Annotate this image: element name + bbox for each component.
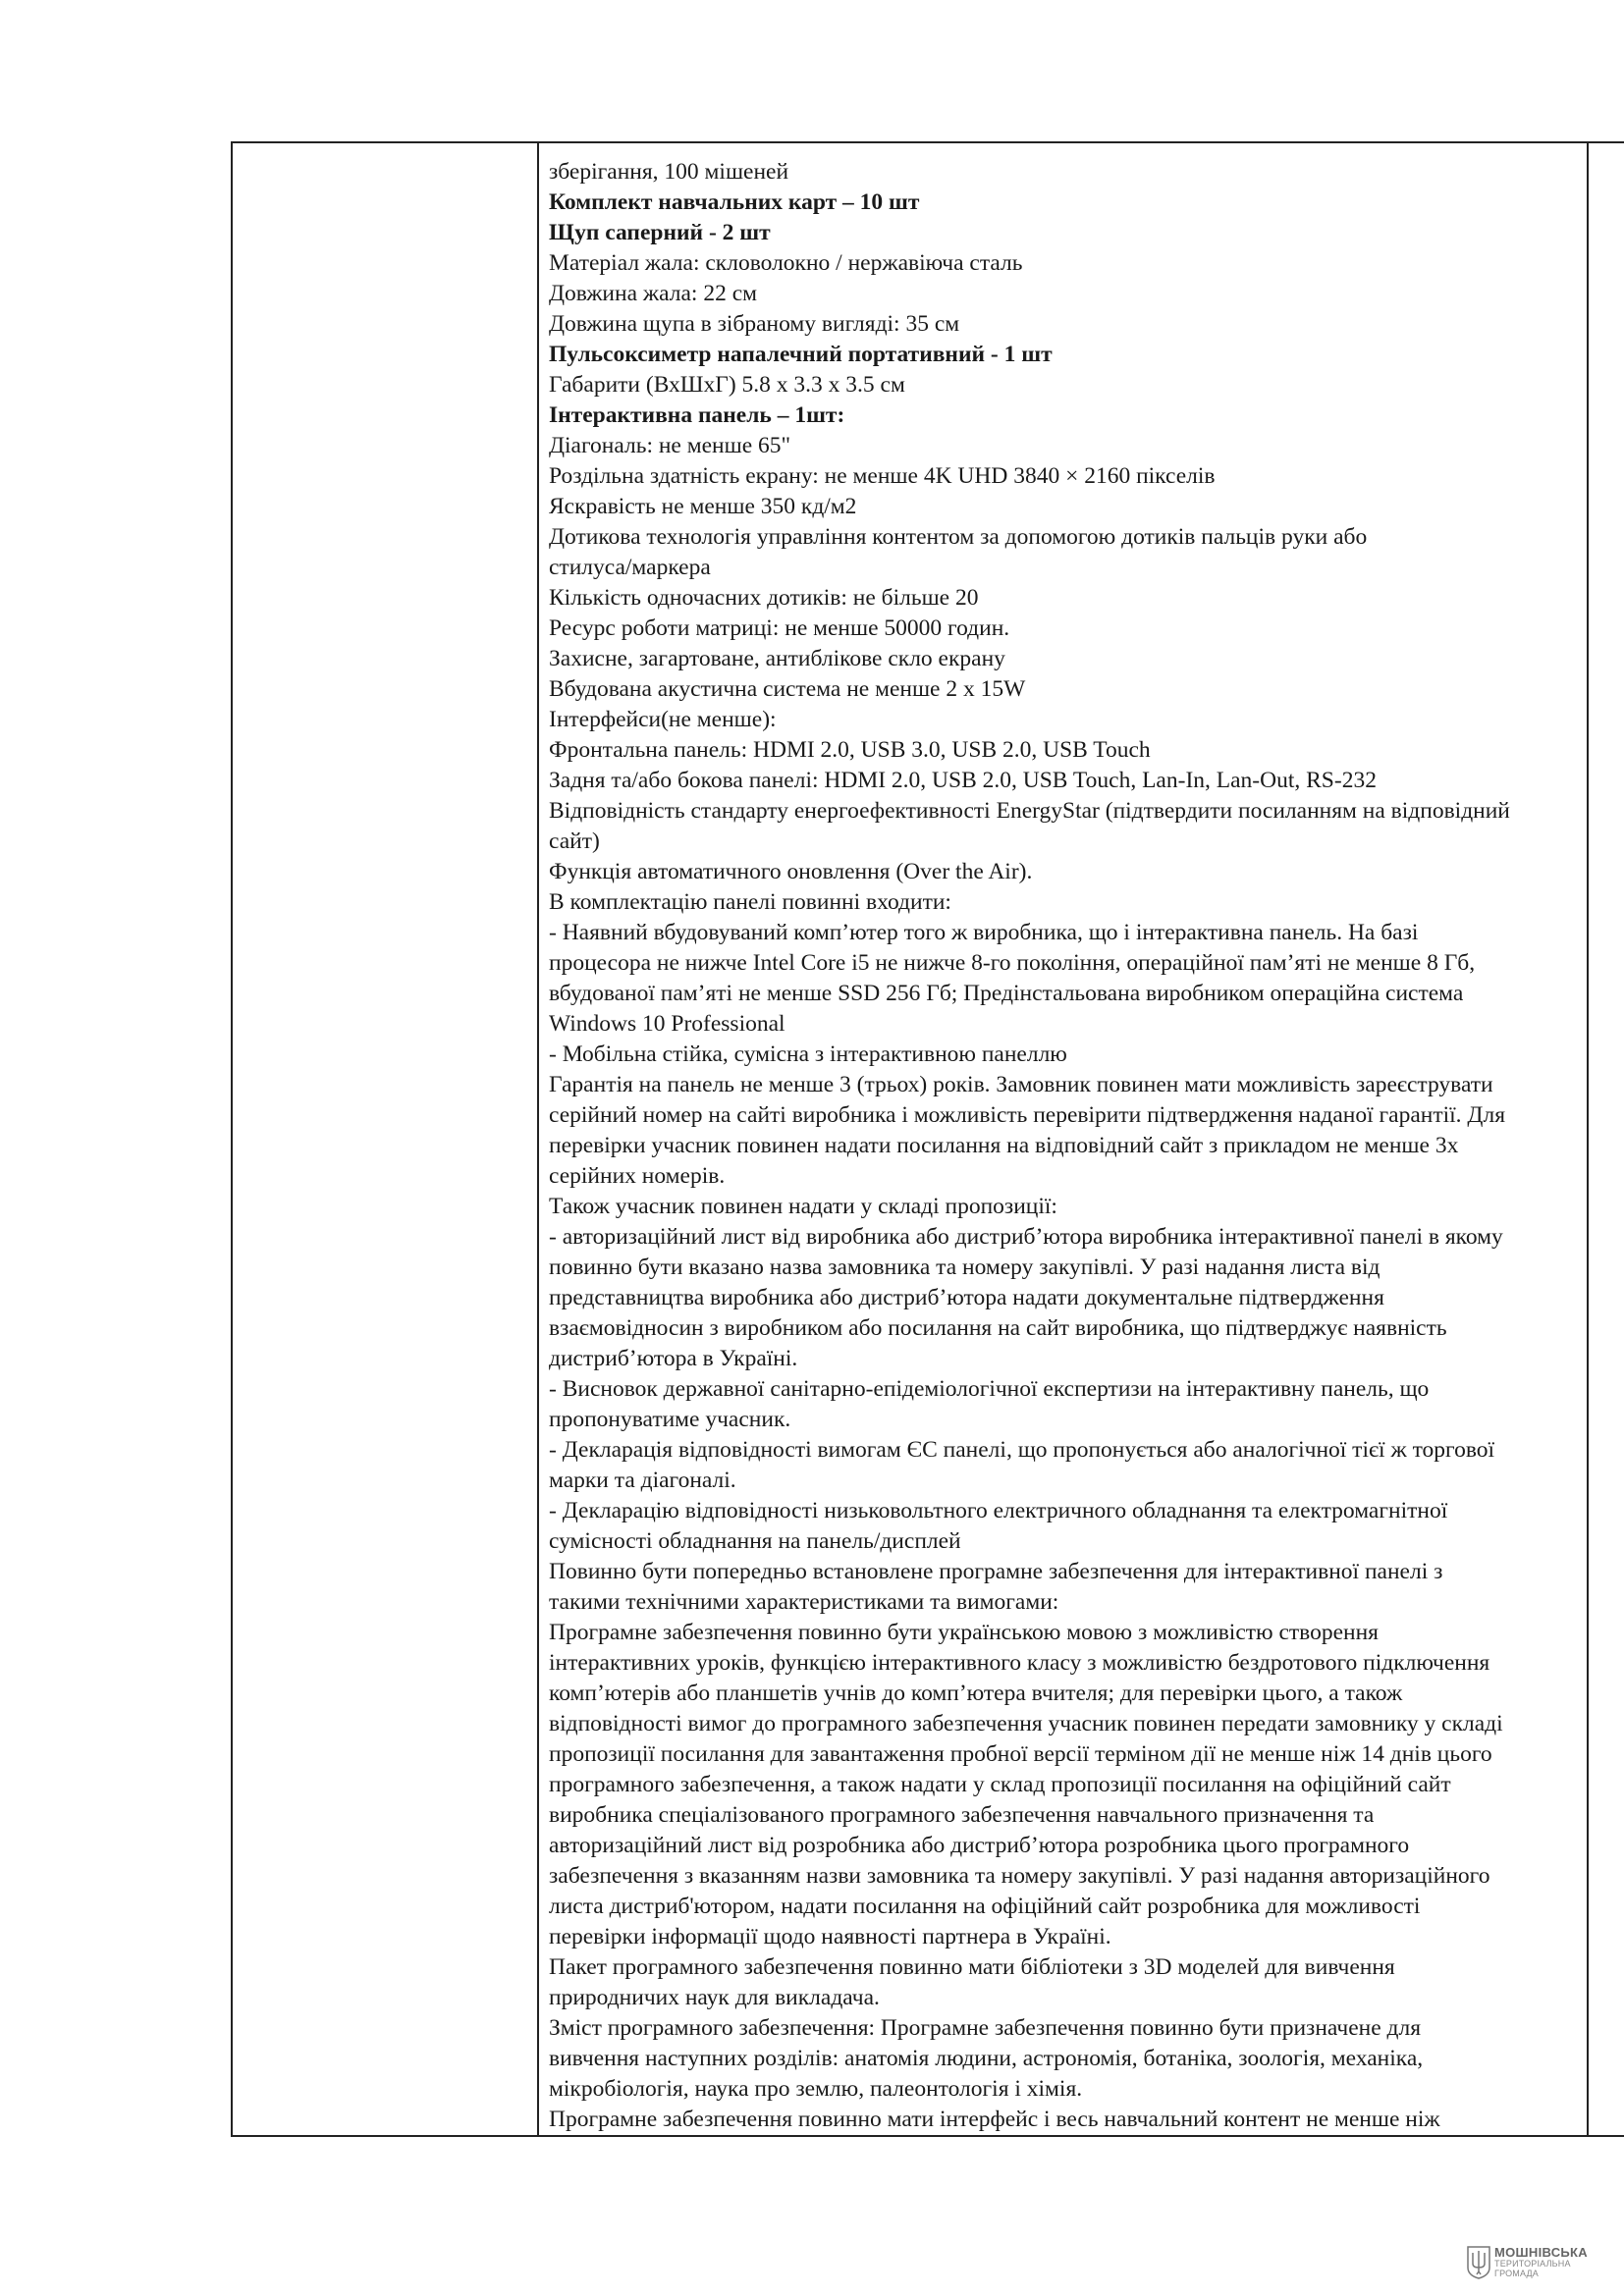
spec-text-line: Задня та/або бокова панелі: HDMI 2.0, USB 2.0, USB Touch, Lan-In, Lan-Out, RS-232	[549, 768, 1377, 793]
spec-text-line: вбудованої пам’яті не менше SSD 256 Гб; Предінстальована виробником операційна система	[549, 981, 1464, 1006]
spec-text-line: Зміст програмного забезпечення: Програмне забезпечення повинно бути призначене для	[549, 2015, 1422, 2041]
spec-text-line: Функція автоматичного оновлення (Over the Air).	[549, 859, 1033, 884]
spec-heading-line: Щуп саперний - 2 шт	[549, 220, 771, 245]
spec-text-line: повинно бути вказано назва замовника та номеру закупівлі. У разі надання листа від	[549, 1255, 1380, 1280]
spec-text-line: Ресурс роботи матриці: не менше 50000 годин.	[549, 615, 1010, 641]
spec-text-line: Кількість одночасних дотиків: не більше 20	[549, 585, 979, 611]
spec-text-line: Габарити (ВхШхГ) 5.8 x 3.3 x 3.5 см	[549, 372, 905, 398]
spec-text-line: Windows 10 Professional	[549, 1011, 785, 1037]
spec-text-line: представництва виробника або дистриб’ютора надати документальне підтвердження	[549, 1285, 1384, 1310]
spec-text-line: авторизаційний лист від розробника або дистриб’ютора розробника цього програмного	[549, 1833, 1410, 1858]
spec-text-line: Довжина щупа в зібраному вигляді: 35 см	[549, 311, 960, 337]
spec-text-line: процесора не нижче Intel Core i5 не нижче 8-го покоління, операційної пам’яті не менше 8 Гб,	[549, 950, 1476, 976]
spec-text-line: перевірки інформації щодо наявності партнера в Україні.	[549, 1924, 1111, 1949]
spec-text-line: - Наявний вбудовуваний комп’ютер того ж виробника, що і інтерактивна панель. На базі	[549, 920, 1419, 945]
spec-text-line: Пакет програмного забезпечення повинно мати бібліотеки з 3D моделей для вивчення	[549, 1954, 1395, 1980]
spec-text-line: Дотикова технологія управління контентом за допомогою дотиків пальців руки або	[549, 524, 1368, 550]
table-cell-empty-left	[232, 142, 538, 2136]
spec-text-line: природничих наук для викладача.	[549, 1985, 880, 2010]
spec-text-line: листа дистриб'ютором, надати посилання на офіційний сайт розробника для можливості	[549, 1894, 1421, 1919]
spec-text-line: - авторизаційний лист від виробника або дистриб’ютора виробника інтерактивної панелі в якому	[549, 1224, 1503, 1250]
spec-text-line: - Висновок державної санітарно-епідеміологічної експертизи на інтерактивну панель, що	[549, 1376, 1430, 1402]
spec-text-line: інтерактивних уроків, функцією інтерактивного класу з можливістю бездротового підключення	[549, 1650, 1490, 1676]
spec-text-line: Повинно бути попередньо встановлене програмне забезпечення для інтерактивної панелі з	[549, 1559, 1443, 1584]
spec-text-line: Діагональ: не менше 65"	[549, 433, 791, 458]
spec-text-line: Захисне, загартоване, антиблікове скло екрану	[549, 646, 1005, 671]
spec-heading-line: Комплект навчальних карт – 10 шт	[549, 189, 920, 215]
spec-text-line: комп’ютерів або планшетів учнів до комп’ютера вчителя; для перевірки цього, а також	[549, 1681, 1403, 1706]
spec-text-line: марки та діагоналі.	[549, 1468, 736, 1493]
spec-text-line: програмного забезпечення, а також надати у склад пропозиції посилання на офіційний сайт	[549, 1772, 1451, 1797]
table-row	[232, 142, 1624, 2136]
spec-text-line: дистриб’ютора в Україні.	[549, 1346, 798, 1371]
logo-subtitle-2: ГРОМАДА	[1494, 2269, 1539, 2278]
spec-text-line: Програмне забезпечення повинно бути українською мовою з можливістю створення	[549, 1620, 1379, 1645]
spec-text-line: Гарантія на панель не менше 3 (трьох) років. Замовник повинен мати можливість зареєструвати	[549, 1072, 1493, 1097]
spec-text-line: Вбудована акустична система не менше 2 x 15W	[549, 676, 1026, 702]
spec-text-line: вивчення наступних розділів: анатомія людини, астрономія, ботаніка, зоологія, механіка,	[549, 2046, 1424, 2071]
spec-heading-line: Інтерактивна панель – 1шт:	[549, 402, 845, 428]
spec-text-line: відповідності вимог до програмного забезпечення учасник повинен передати замовнику у складі	[549, 1711, 1503, 1736]
spec-text-block	[539, 143, 1587, 2135]
spec-text-line: сайт)	[549, 828, 600, 854]
spec-text-line: виробника спеціалізованого програмного забезпечення навчального призначення та	[549, 1802, 1375, 1828]
spec-text-line: Яскравість не менше 350 кд/м2	[549, 494, 857, 519]
spec-text-line: мікробіологія, наука про землю, палеонтологія і хімія.	[549, 2076, 1083, 2102]
table-cell-specs	[538, 142, 1588, 2136]
logo-subtitle-1: ТЕРИТОРІАЛЬНА	[1494, 2259, 1571, 2269]
spec-text-line: Фронтальна панель: HDMI 2.0, USB 3.0, USB 2.0, USB Touch	[549, 737, 1151, 763]
spec-text-line: - Мобільна стійка, сумісна з інтерактивною панеллю	[549, 1041, 1067, 1067]
spec-text-line: серійних номерів.	[549, 1163, 726, 1189]
spec-heading-line: Пульсоксиметр напалечний портативний - 1 шт	[549, 342, 1053, 367]
spec-text-line: Інтерфейси(не менше):	[549, 707, 777, 732]
trident-emblem-icon	[1467, 2246, 1490, 2279]
footer-logo	[1467, 2246, 1588, 2279]
spec-text-line: - Декларацію відповідності низьковольтного електричного обладнання та електромагнітної	[549, 1498, 1448, 1523]
spec-text-line: Матеріал жала: скловолокно / нержавіюча сталь	[549, 250, 1023, 276]
spec-text-line: перевірки учасник повинен надати посилання на відповідний сайт з прикладом не менше 3х	[549, 1133, 1459, 1158]
spec-text-line: Відповідність стандарту енергоефективності EnergyStar (підтвердити посиланням на відповідний	[549, 798, 1510, 824]
spec-text-line: Програмне забезпечення повинно мати інтерфейс і весь навчальний контент не менше ніж	[549, 2107, 1440, 2132]
spec-text-line: взаємовідносин з виробником або посилання на сайт виробника, що підтверджує наявність	[549, 1315, 1447, 1341]
spec-text-line: Роздільна здатність екрану: не менше 4K UHD 3840 × 2160 пікселів	[549, 463, 1216, 489]
spec-text-line: Довжина жала: 22 см	[549, 281, 758, 306]
spec-text-line: - Декларація відповідності вимогам ЄС панелі, що пропонується або аналогічної тієї ж торгової	[549, 1437, 1495, 1463]
spec-text-line: пропонуватиме учасник.	[549, 1407, 791, 1432]
spec-text-line: стилуса/маркера	[549, 555, 711, 580]
spec-text-line: зберігання, 100 мішеней	[549, 159, 789, 185]
spec-text-line: такими технічними характеристиками та вимогами:	[549, 1589, 1059, 1615]
spec-text-line: В комплектацію панелі повинні входити:	[549, 889, 951, 915]
logo-name: МОШНІВСЬКА	[1494, 2245, 1588, 2260]
spec-text-line: забезпечення з вказанням назви замовника та номеру закупівлі. У разі надання авторизаційного	[549, 1863, 1490, 1889]
spec-text-line: Також учасник повинен надати у складі пропозиції:	[549, 1194, 1057, 1219]
spec-table	[231, 141, 1624, 2137]
spec-text-line: сумісності обладнання на панель/дисплей	[549, 1528, 961, 1554]
spec-text-line: пропозиції посилання для завантаження пробної версії терміном дії не менше ніж 14 днів цього	[549, 1741, 1492, 1767]
spec-text-line: серійний номер на сайті виробника і можливість перевірити підтвердження наданої гарантії. Для	[549, 1102, 1505, 1128]
table-cell-empty-right	[1588, 142, 1624, 2136]
